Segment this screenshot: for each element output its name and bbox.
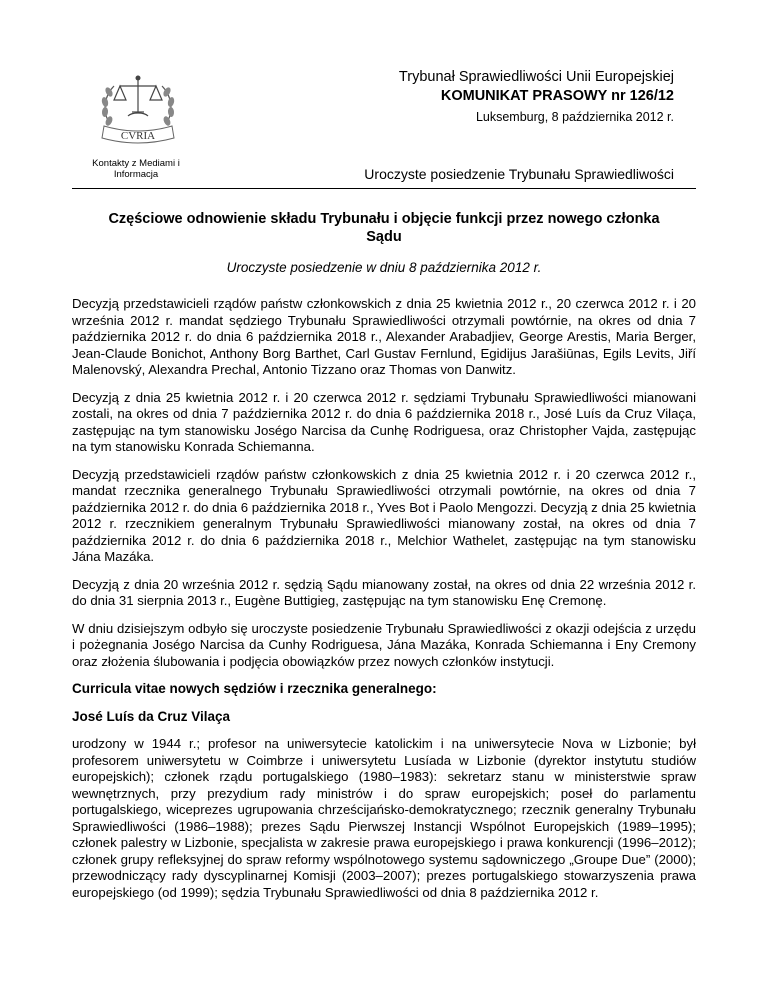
curia-logo [92, 72, 184, 150]
institution-name: Trybunał Sprawiedliwości Unii Europejskiej [398, 69, 674, 85]
press-release-number: KOMUNIKAT PRASOWY nr 126/12 [440, 88, 674, 104]
header-divider [72, 188, 696, 189]
person-bio: urodzony w 1944 r.; profesor na uniwersytecie katolickim i na uniwersytecie Nova w Lizbonie; był profesorem uniwersytetu w Coimbrze i uniwersytetu Lusíada w Lizbonie (dyrektor instytutu studiów europejskich); członek rządu portugalskiego (1980–1983): sekretarz stanu w ministerstwie spraw wewnętrznych, przy prezydium rady ministrów i do spraw europejskich; poseł do parlamentu portugalskiego, wiceprezes ugrupowania chrześcijańsko-demokratycznego; rzecznik generalny Trybunału Sprawiedliwości (1986–1988); prezes Sądu Pierwszej Instancji Wspólnot Europejskich (1989–1995); członek palestry w Lizbonie, specjalista w zakresie prawa europejskiego i prawa konkurencji (1996–2012); członek grupy refleksyjnej do spraw reformy wspólnotowego systemu sądowniczego „Groupe Due” (2000); przewodniczący rady dyscyplinarnej Komisji (2003–2007); prezes portugalskiego stowarzyszenia prawa europejskiego (od 1999); sędzia Trybunału Sprawiedliwości od dnia 8 października 2012 r. [72, 736, 696, 900]
paragraph: Decyzją przedstawicieli rządów państw członkowskich z dnia 25 kwietnia 2012 r. i 20 czerwca 2012 r., mandat rzecznika generalnego Trybunału Sprawiedliwości otrzymali powtórnie, na okres od dnia 7 października 2012 r. do dnia 6 października 2018 r., Yves Bot i Paolo Mengozzi. Decyzją z dnia 25 kwietnia 2012 r. rzecznikiem generalnym Trybunału Sprawiedliwości mianowany został, na okres od dnia 7 października 2012 r. do dnia 6 października 2018 r., Melchior Wathelet, zastępując na tym stanowisku Jána Mazáka. [72, 466, 696, 564]
page-title: Częściowe odnowienie składu Trybunału i objęcie funkcji przez nowego członka Sądu [108, 211, 660, 245]
paragraph: Decyzją z dnia 20 września 2012 r. sędzią Sądu mianowany został, na okres od dnia 22 września 2012 r. do dnia 31 sierpnia 2013 r., Eugène Buttigieg, zastępując na tym stanowisku Enę Cremonę. [72, 576, 696, 608]
paragraph: Decyzją z dnia 25 kwietnia 2012 r. i 20 czerwca 2012 r. sędziami Trybunału Sprawiedliwości mianowani zostali, na okres od dnia 7 października 2012 r. do dnia 6 października 2018 r., José Luís da Cruz Vilaça, zastępując na tym stanowisku Joségo Narcisa da Cunhę Rodriguesa, oraz Christopher Vajda, zastępując na tym stanowisku Konrada Schiemanna. [72, 389, 696, 454]
header-block [399, 68, 674, 126]
logo-text: CVRIA [120, 130, 156, 142]
cv-heading: Curricula vitae nowych sędziów i rzecznika generalnego: [72, 681, 437, 696]
header-subject: Uroczyste posiedzenie Trybunału Sprawiedliwości [364, 166, 674, 182]
date-place: Luksemburg, 8 października 2012 r. [475, 110, 674, 124]
paragraph: W dniu dzisiejszym odbyło się uroczyste posiedzenie Trybunału Sprawiedliwości z okazji odejścia z urzędu i pożegnania Joségo Narcisa da Cunhy Rodriguesa, Jána Mazáka, Konrada Schiemanna i Eny Cremony oraz złożenia ślubowania i podjęcia obowiązków przez nowych członków instytucji. [72, 620, 696, 669]
page-subtitle: Uroczyste posiedzenie w dniu 8 października 2012 r. [226, 260, 542, 275]
main-content [72, 210, 696, 901]
contacts-label: Kontakty z Mediami i Informacja [92, 158, 180, 180]
person-name: José Luís da Cruz Vilaça [72, 708, 231, 724]
paragraph: Decyzją przedstawicieli rządów państw członkowskich z dnia 25 kwietnia 2012 r., 20 czerwca 2012 r. i 20 września 2012 r. mandat sędziego Trybunału Sprawiedliwości otrzymali powtórnie, na okres od dnia 7 października 2012 r. do dnia 6 października 2018 r., Alexander Arabadjiev, George Arestis, Maria Berger, Jean-Claude Bonichot, Anthony Borg Barthet, Carl Gustav Fernlund, Egidijus Jarašiūnas, Egils Levits, Jiří Malenovský, Alexandra Prechal, Antonio Tizzano oraz Thomas von Danwitz. [72, 296, 696, 377]
